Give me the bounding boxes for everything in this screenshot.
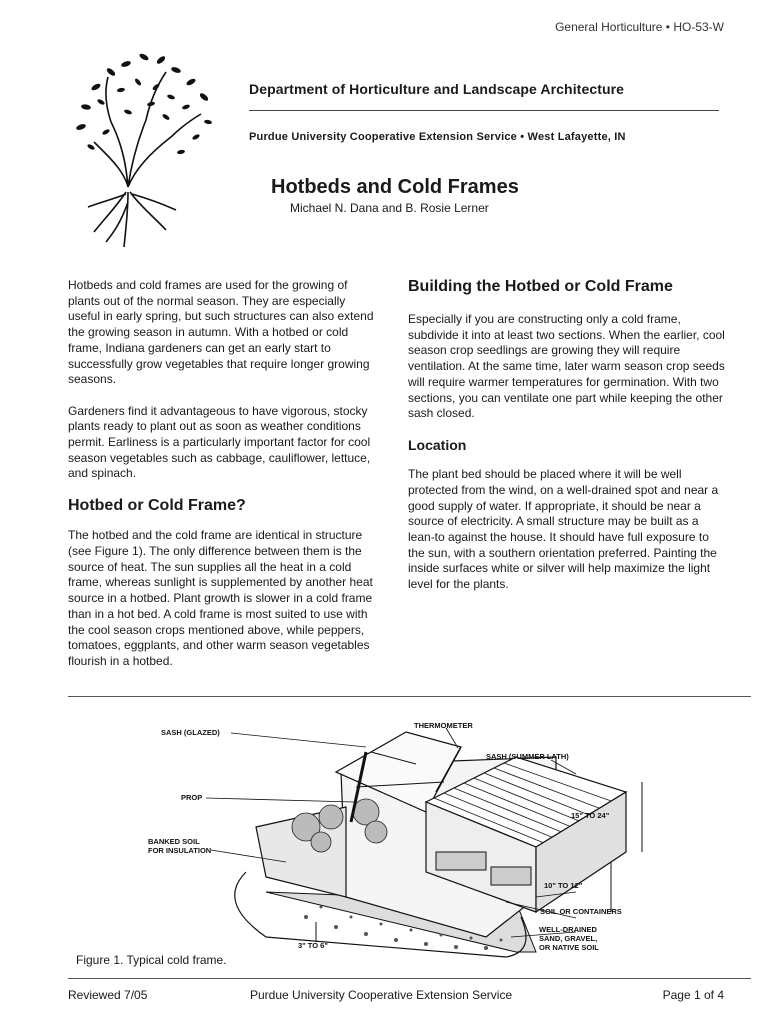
- heading-hotbed-or-cold-frame: Hotbed or Cold Frame?: [68, 496, 246, 514]
- footer-page-number: Page 1 of 4: [662, 988, 724, 1002]
- label-sash-glazed: SASH (GLAZED): [161, 728, 220, 737]
- heading-building: Building the Hotbed or Cold Frame: [408, 278, 673, 295]
- label-depth: 3" TO 6": [298, 941, 328, 950]
- cold-frame-figure: [66, 702, 756, 962]
- tree-logo: [66, 42, 226, 252]
- authors: Michael N. Dana and B. Rosie Lerner: [290, 201, 489, 215]
- label-soil-containers: SOIL OR CONTAINERS: [540, 907, 622, 916]
- label-sash-lath: SASH (SUMMER LATH): [486, 752, 569, 761]
- label-sand-gravel: SAND, GRAVEL,: [539, 934, 598, 943]
- left-column: [68, 278, 378, 685]
- comparison-paragraph: The hotbed and the cold frame are identical in structure (see Figure 1). The only difference between them is the source of heat. The sun supplies all the heat in a cold frame, whereas sunlight is supplemented by another heat source in a hotbed. Plant growth is slower in a cold frame than in a hot bed. A cold frame is most suited to use with the cool season crops mentioned above, while peppers, tomatoes, eggplants, and other warm season vegetables flourish in a hotbed.: [68, 528, 373, 668]
- footer-rule: [68, 978, 751, 979]
- header-rule: [249, 110, 719, 111]
- label-for-insulation: FOR INSULATION: [148, 846, 212, 855]
- label-height-back: 15" TO 24": [571, 811, 610, 820]
- footer-organization: Purdue University Cooperative Extension Service: [250, 988, 513, 1002]
- label-well-drained: WELL-DRAINED: [539, 925, 597, 934]
- intro-paragraph: Hotbeds and cold frames are used for the growing of plants out of the normal season. They are especially useful in early spring, but such structures can also extend the growing season in autumn. With a hotbed or cold frame, Indiana gardeners can get an early start to successfully grow vegetables that require longer growing seasons.: [68, 278, 374, 387]
- label-height-front: 10" TO 12": [544, 881, 583, 890]
- label-thermometer: THERMOMETER: [414, 721, 473, 730]
- extension-service-line: Purdue University Cooperative Extension Service • West Lafayette, IN: [249, 131, 626, 143]
- building-paragraph: Especially if you are constructing only a cold frame, subdivide it into at least two sections. When the earlier, cool season crop seedlings are growing they will require ventilation. At the same time, later warm season crop seeds will require warmer temperatures for germination. With two sections, you can ventilate one part while keeping the other sash closed.: [408, 312, 725, 421]
- footer-reviewed: Reviewed 7/05: [68, 988, 148, 1002]
- document-code: General Horticulture • HO-53-W: [555, 20, 724, 34]
- label-banked-soil: BANKED SOIL: [148, 837, 200, 846]
- figure-top-rule: [68, 696, 751, 697]
- location-paragraph: The plant bed should be placed where it will be well protected from the wind, on a well-drained spot and near a good supply of water. If appropriate, it should be near a source of electricity. A small structure may be built as a lean-to against the house. It should have full exposure to the sun, with a southern orientation preferred. Painting the inside surfaces white or silver will help maximize the light level for the plants.: [408, 467, 719, 592]
- document-title: Hotbeds and Cold Frames: [271, 176, 519, 198]
- heading-location: Location: [408, 436, 467, 453]
- label-native-soil: OR NATIVE SOIL: [539, 943, 599, 952]
- advantage-paragraph: Gardeners find it advantageous to have vigorous, stocky plants ready to plant out as soon as weather conditions permit. Earliness is a particularly important factor for cool season vegetables such as cabbage, cauliflower, lettuce, and spinach.: [68, 403, 371, 481]
- figure-caption: Figure 1. Typical cold frame.: [76, 953, 227, 967]
- label-prop: PROP: [181, 793, 203, 802]
- department-name: Department of Horticulture and Landscape Architecture: [249, 81, 625, 97]
- right-column: [408, 312, 726, 608]
